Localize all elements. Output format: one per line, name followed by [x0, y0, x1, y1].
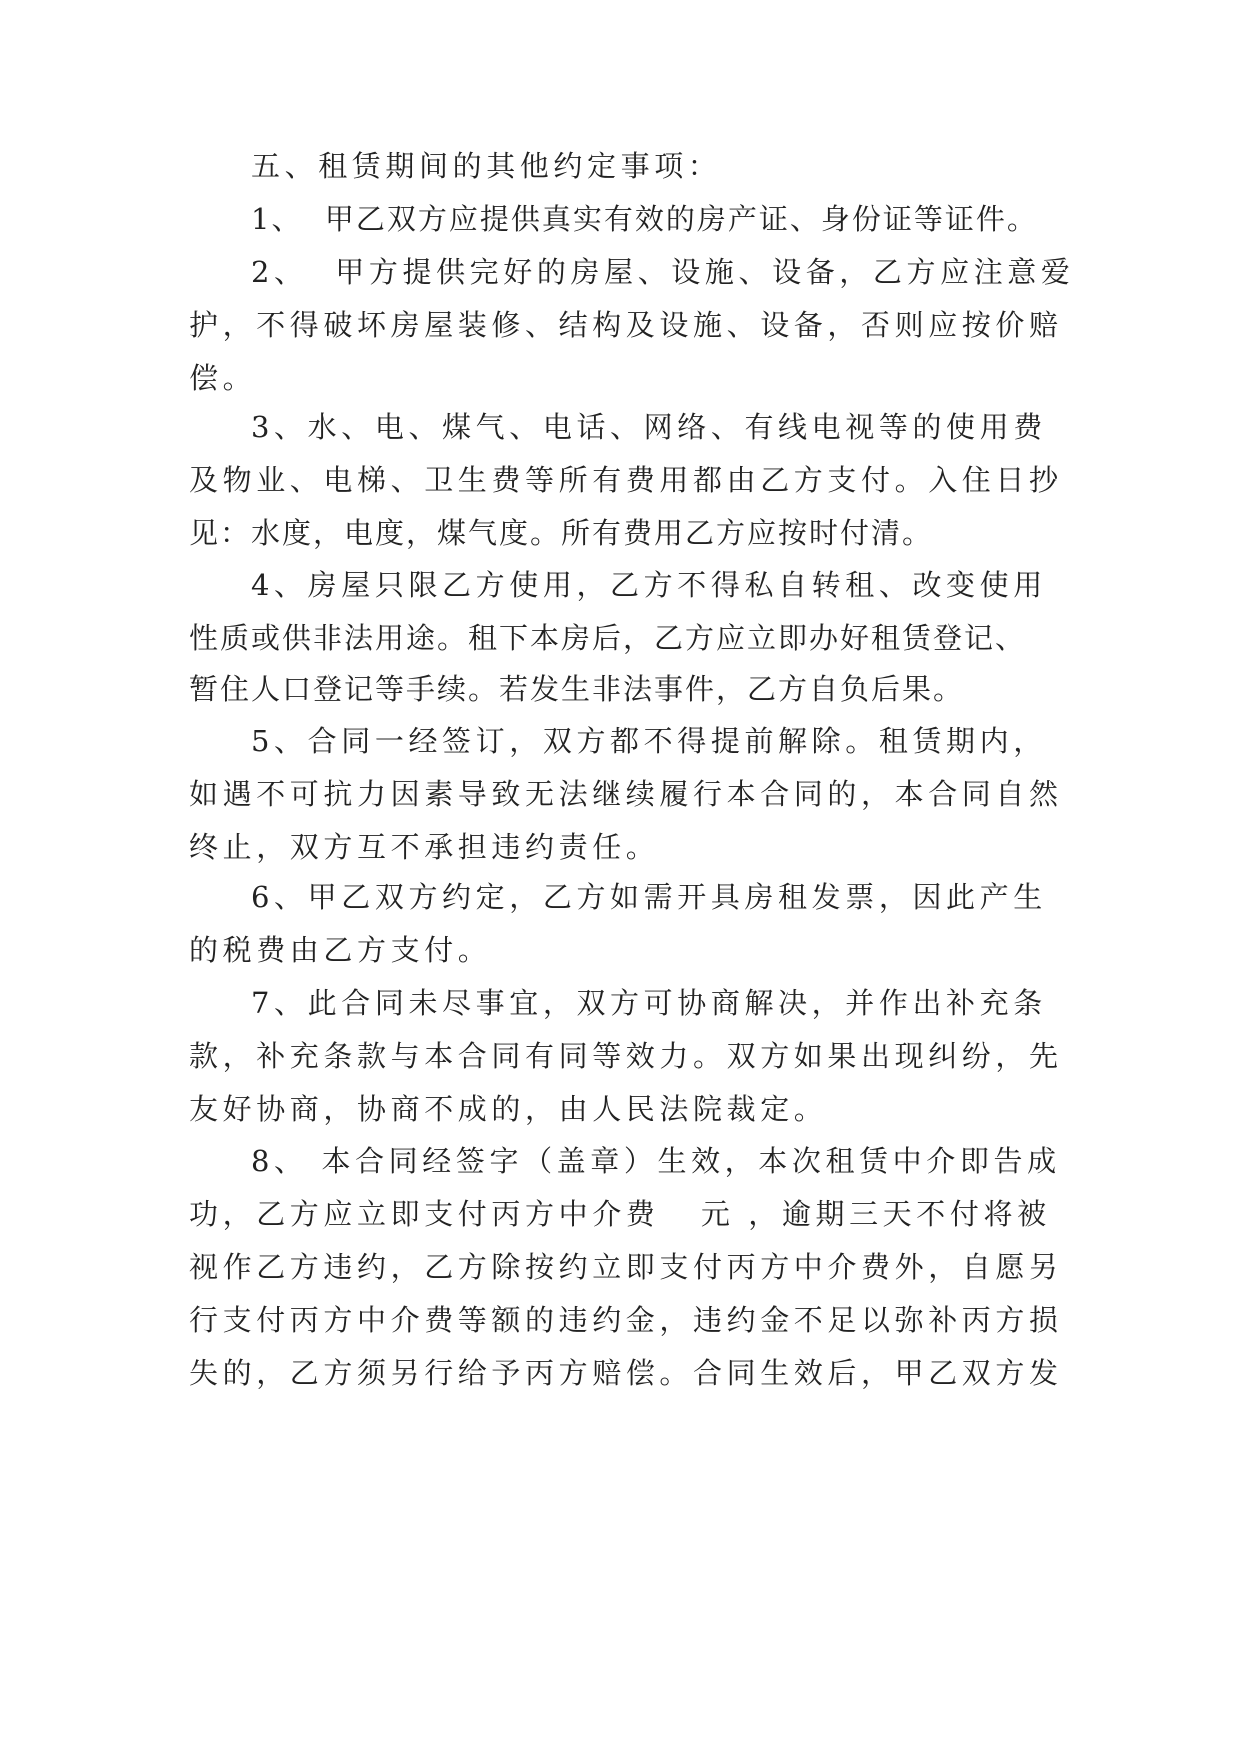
clause-3-line-3: 见：水度，电度，煤气度。所有费用乙方应按时付清。 — [189, 516, 934, 550]
clause-5-line-3: 终止，双方互不承担违约责任。 — [189, 830, 660, 864]
clause-7-line-1: 7、此合同未尽事宜，双方可协商解决，并作出补充条 — [251, 986, 1047, 1020]
clause-3-line-1: 3、水、电、煤气、电话、网络、有线电视等的使用费 — [251, 410, 1047, 444]
clause-7-line-2: 款，补充条款与本合同有同等效力。双方如果出现纠纷，先 — [189, 1039, 1063, 1073]
clause-6-line-2: 的税费由乙方支付。 — [189, 933, 492, 967]
clause-8-line-2: 功，乙方应立即支付丙方中介费 元 ，逾期三天不付将被 — [189, 1197, 1051, 1231]
clause-1-line-1: 1、 甲乙双方应提供真实有效的房产证、身份证等证件。 — [251, 202, 1038, 236]
clause-4-line-1: 4、房屋只限乙方使用，乙方不得私自转租、改变使用 — [251, 568, 1047, 602]
clause-2-line-1: 2、 甲方提供完好的房屋、设施、设备，乙方应注意爱 — [251, 255, 1075, 289]
clause-5-line-2: 如遇不可抗力因素导致无法继续履行本合同的，本合同自然 — [189, 777, 1063, 811]
clause-8-line-5: 失的，乙方须另行给予丙方赔偿。合同生效后，甲乙双方发 — [189, 1356, 1063, 1390]
clause-8-line-4: 行支付丙方中介费等额的违约金，违约金不足以弥补丙方损 — [189, 1303, 1063, 1337]
clause-4-line-3: 暂住人口登记等手续。若发生非法事件，乙方自负后果。 — [189, 672, 965, 706]
clause-5-line-1: 5、合同一经签订，双方都不得提前解除。租赁期内， — [251, 724, 1047, 758]
section-heading: 五、租赁期间的其他约定事项： — [251, 149, 722, 183]
clause-8-line-1: 8、 本合同经签字（盖章）生效，本次租赁中介即告成 — [251, 1144, 1061, 1178]
clause-6-line-1: 6、甲乙双方约定，乙方如需开具房租发票，因此产生 — [251, 880, 1047, 914]
clause-8-line-3: 视作乙方违约，乙方除按约立即支付丙方中介费外，自愿另 — [189, 1250, 1063, 1284]
clause-3-line-2: 及物业、电梯、卫生费等所有费用都由乙方支付。入住日抄 — [189, 463, 1063, 497]
clause-4-line-2: 性质或供非法用途。租下本房后，乙方应立即办好租赁登记、 — [189, 621, 1027, 655]
clause-2-line-3: 偿。 — [189, 361, 257, 395]
clause-2-line-2: 护，不得破坏房屋装修、结构及设施、设备，否则应按价赔 — [189, 308, 1063, 342]
clause-7-line-3: 友好协商，协商不成的，由人民法院裁定。 — [189, 1092, 828, 1126]
